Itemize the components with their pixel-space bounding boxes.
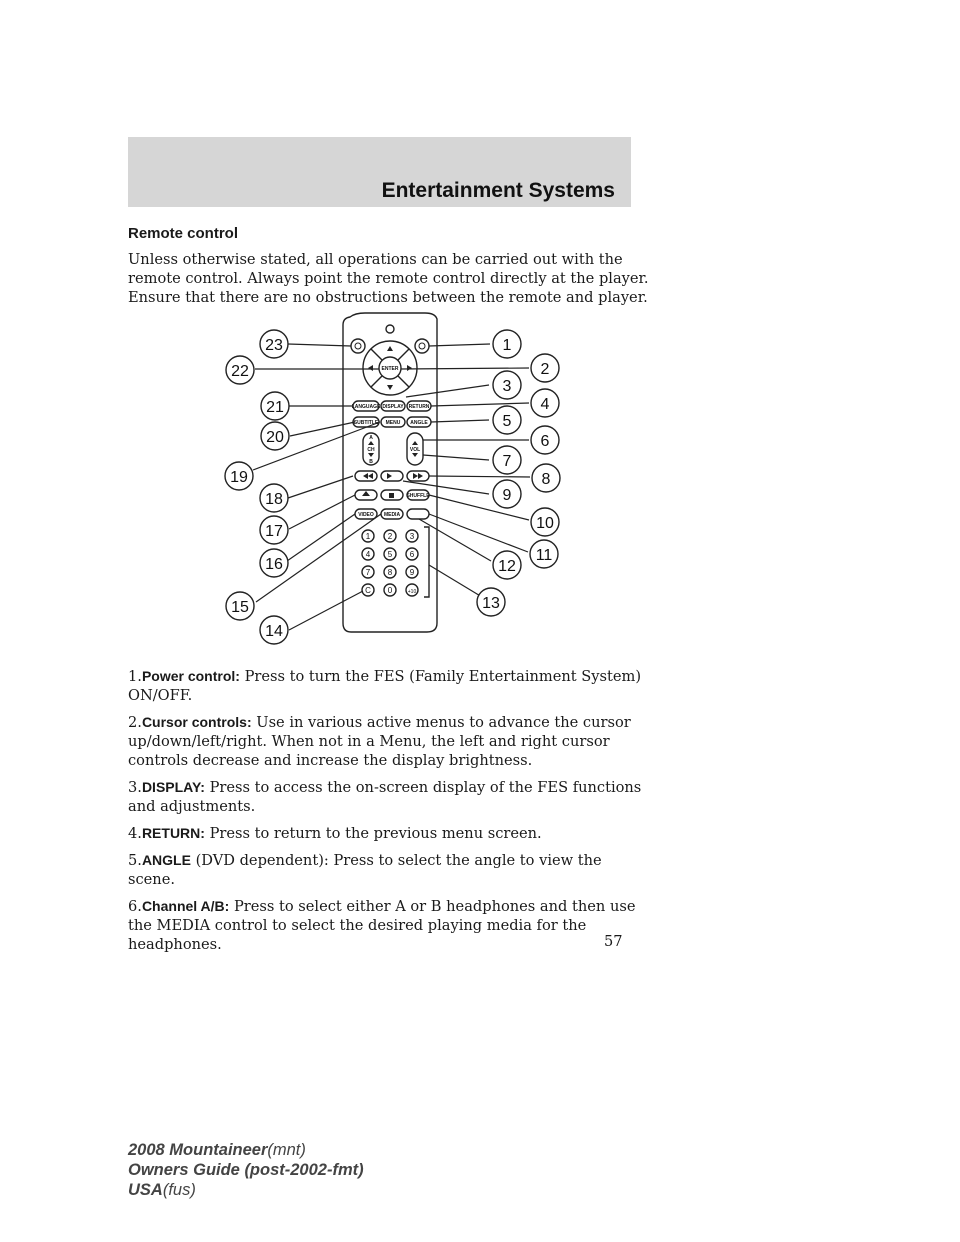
list-item: 6.Channel A/B: Press to select either A or B headphones and then use the MEDIA control to select the desired playing media for the headphones. (128, 898, 636, 953)
callout-9: 9 (502, 487, 512, 504)
shuffle-label: SHUFFLE (406, 493, 430, 499)
callout-15: 15 (231, 599, 249, 616)
list-item: 2.Cursor controls: Use in various active menus to advance the cursor up/down/left/right. When not in a Menu, the left and right cursor controls decrease and increase the display brightness. (128, 714, 631, 769)
list-item: 5.ANGLE (DVD dependent): Press to select the angle to view the scene. (128, 852, 602, 888)
callout-8: 8 (541, 471, 551, 488)
callout-11: 11 (535, 547, 553, 564)
callout-14: 14 (265, 623, 283, 640)
callout-21: 21 (266, 399, 284, 416)
page-number: 57 (604, 933, 623, 950)
headphone-button (407, 509, 429, 519)
callout-4: 4 (540, 396, 550, 413)
callout-7: 7 (502, 453, 512, 470)
callout-22: 22 (231, 363, 249, 380)
callout-23: 23 (265, 337, 283, 354)
ch-label: CH (367, 447, 375, 453)
callout-12: 12 (498, 558, 516, 575)
callout-13: 13 (482, 595, 500, 612)
ir-icon (386, 325, 394, 333)
keypad-key: C (365, 586, 371, 595)
keypad-key: 3 (409, 532, 415, 541)
keypad-key: 5 (387, 550, 393, 559)
ch-b-label: B (369, 459, 373, 465)
list-item: 4.RETURN: Press to return to the previous menu screen. (128, 825, 542, 842)
intro-line: Ensure that there are no obstructions between the remote and player. (128, 289, 648, 306)
language-label: LANGUAGE (351, 404, 381, 410)
subtitle-label: SUBTITLE (353, 420, 379, 426)
section-title: Remote control (128, 225, 239, 242)
keypad-key: 1 (365, 532, 371, 541)
list-item: 3.DISPLAY: Press to access the on-screen display of the FES functions and adjustments. (128, 779, 642, 815)
callout-6: 6 (540, 433, 550, 450)
keypad-key: +10 (407, 589, 417, 595)
intro-line: remote control. Always point the remote control directly at the player. (128, 270, 649, 287)
keypad-key: 4 (365, 550, 371, 559)
callout-19: 19 (230, 469, 248, 486)
enter-label: ENTER (381, 366, 399, 372)
callout-2: 2 (540, 361, 550, 378)
keypad-key: 0 (387, 586, 393, 595)
return-label: RETURN (408, 404, 430, 410)
intro-paragraph (128, 250, 648, 307)
angle-label: ANGLE (410, 420, 428, 426)
keypad-key: 8 (387, 568, 393, 577)
callout-5: 5 (502, 413, 512, 430)
document-footer: 2008 Mountaineer(mnt) Owners Guide (post-2002-fmt) USA(fus) (128, 1141, 364, 1199)
remote-control-diagram (215, 305, 575, 655)
item-list (128, 667, 648, 962)
keypad-key: 6 (409, 550, 415, 559)
callout-18: 18 (265, 491, 283, 508)
callout-3: 3 (502, 378, 512, 395)
chapter-title: Entertainment Systems (381, 179, 615, 202)
light-button (351, 339, 365, 353)
keypad-key: 2 (387, 532, 393, 541)
vol-label: VOL (409, 447, 421, 453)
list-item: 1.Power control: Press to turn the FES (Family Entertainment System) ON/OFF. (128, 668, 642, 704)
callout-17: 17 (265, 523, 283, 540)
media-label: MEDIA (383, 512, 401, 518)
menu-label: MENU (385, 420, 401, 426)
remote-control-figure (215, 305, 575, 655)
video-label: VIDEO (358, 512, 374, 518)
display-label: DISPLAY (382, 404, 404, 410)
keypad-key: 7 (365, 568, 371, 577)
callout-10: 10 (536, 515, 554, 532)
callout-20: 20 (266, 429, 284, 446)
ch-a-label: A (369, 435, 373, 441)
intro-line: Unless otherwise stated, all operations can be carried out with the (128, 251, 623, 268)
power-button (415, 339, 429, 353)
callout-16: 16 (265, 556, 283, 573)
keypad-key: 9 (409, 568, 415, 577)
callout-1: 1 (502, 337, 512, 354)
header-band (128, 137, 631, 207)
